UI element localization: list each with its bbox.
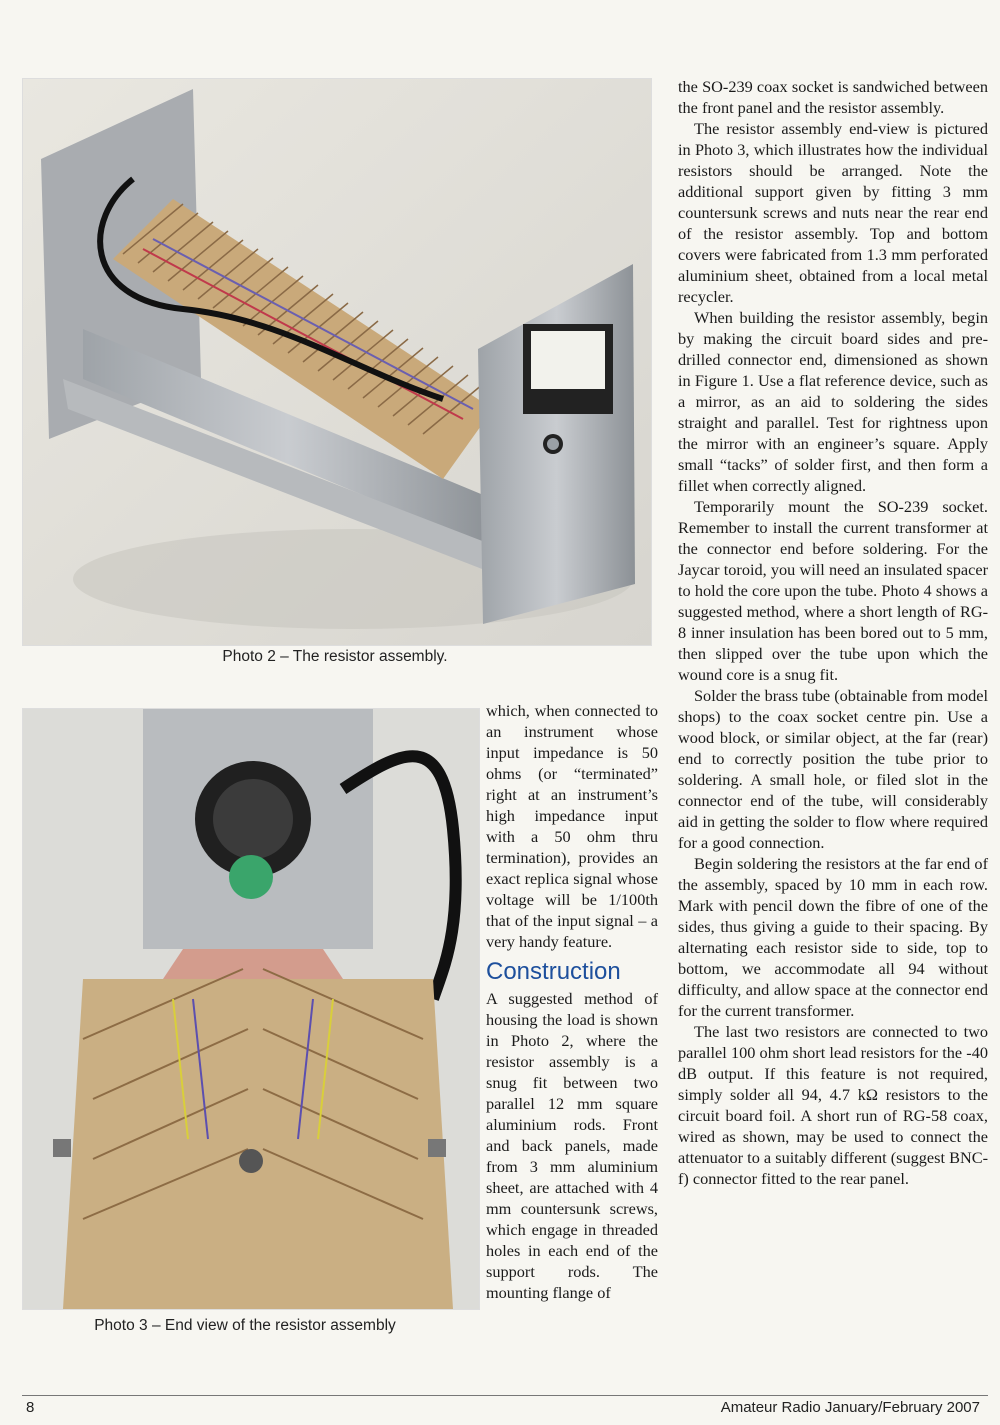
text-column-right [678,76,988,1189]
paragraph: Solder the brass tube (obtainable from model shops) to the coax socket centre pin. Use a wood block, or similar object, at the far (rear) end to correctly position the tube prior to soldering. A small hole, or filed slot in the connector end of the tube, will considerably aid in getting the solder to flow where required for a good connection. [678,686,988,852]
paragraph: Temporarily mount the SO-239 socket. Remember to install the current transformer at the connector end before soldering. For the Jaycar toroid, you will need an insulated spacer to hold the core upon the tube. Photo 4 shows a suggested method, where a short length of RG-8 inner insulation has been bored out to 5 mm, then slipped over the tube upon which the wound core is a snug fit. [678,497,988,684]
publication-info: Amateur Radio January/February 2007 [720,1399,980,1416]
photo-resistor-assembly [22,78,652,646]
photo3-caption: Photo 3 – End view of the resistor assembly [94,1317,396,1334]
footer-rule [22,1395,988,1396]
section-heading-construction: Construction [486,958,621,985]
paragraph: the SO-239 coax socket is sandwiched between the front panel and the resistor assembly. [678,77,988,117]
paragraph: When building the resistor assembly, begin by making the circuit board sides and pre-drilled connector end, dimensioned as shown in Figure 1. Use a flat reference device, such as a mirror, as an aid to soldering the sides straight and parallel. Test for rightness upon the mirror with an engineer’s square. Apply small “tacks” of solder first, and then form a fillet when correctly aligned. [678,308,988,495]
paragraph: A suggested method of housing the load is shown in Photo 2, where the resistor assembly is a snug fit between two parallel 12 mm square aluminium rods. Front and back panels, made from 3 mm aluminium sheet, are attached with 4 mm countersunk screws, which engage in threaded holes in each end of the support rods. The mounting flange of [486,989,658,1302]
paragraph: Begin soldering the resistors at the far end of the assembly, spaced by 10 mm in each row. Mark with pencil down the fibre of one of the sides, thus giving a guide to their spacing. By alternating each resistor side to side, top to bottom, we accommodate all 94 without difficulty, and allow space at the connector end for the current transformer. [678,854,988,1020]
photo2-caption: Photo 2 – The resistor assembly. [222,648,448,665]
resistor-assembly-illustration [23,79,651,645]
page-number: 8 [26,1399,35,1416]
text-column-middle [486,700,658,1303]
paragraph: which, when connected to an instrument whose input impedance is 50 ohms (or “terminated” right at an instrument’s high impedance input with a 50 ohm thru termination), provides an exact replica signal whose voltage will be 1/100th that of the input signal – a very handy feature. [486,701,658,951]
paragraph: The last two resistors are connected to two parallel 100 ohm short lead resistors for the -40 dB output. If this feature is not required, simply solder all 94, 4.7 kΩ resistors to the circuit board foil. A short run of RG-58 coax, wired as shown, may be used to connect the attenuator to a suitably different (suggest BNC-f) connector fitted to the rear panel. [678,1022,988,1188]
photo-end-view [22,708,480,1310]
paragraph: The resistor assembly end-view is pictured in Photo 3, which illustrates how the individual resistors should be arranged. Note the additional support given by fitting 3 mm countersunk screws and nuts near the rear end of the resistor assembly. Top and bottom covers were fabricated from 1.3 mm perforated aluminium sheet, obtained from a local metal recycler. [678,119,988,306]
end-view-illustration [23,709,479,1309]
